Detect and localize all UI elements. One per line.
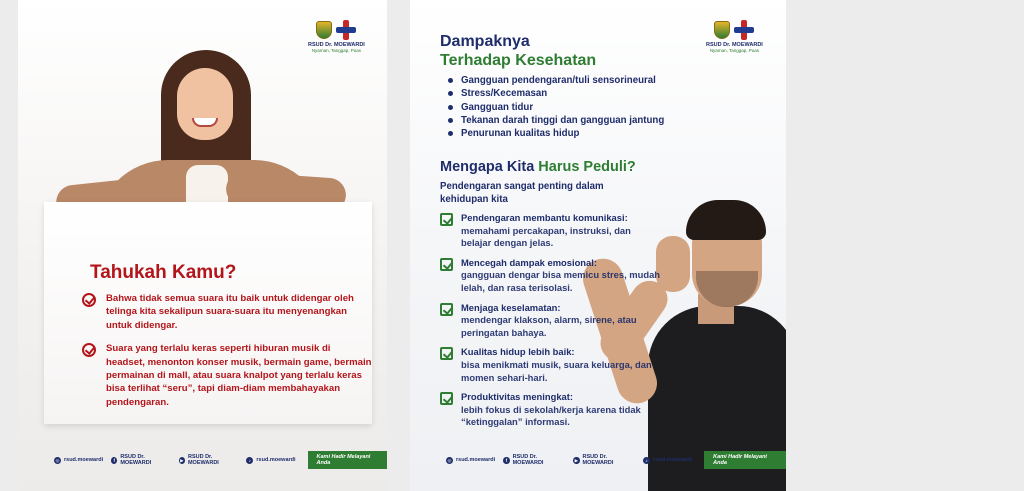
why-intro: Pendengaran sangat penting dalam kehidupan kita (440, 181, 604, 206)
instagram-handle[interactable]: ◎ rsud.moewardi (447, 457, 496, 463)
health-cross-icon (336, 20, 356, 40)
check-box-icon (440, 258, 453, 271)
check-box-icon (440, 347, 453, 360)
logo-tagline: Nyaman, Tanggap, Puas (311, 48, 362, 53)
list-item: Gangguan tidur (448, 101, 664, 114)
logo-name: RSUD Dr. MOEWARDI (308, 42, 365, 48)
check-box-icon (440, 213, 453, 226)
youtube-icon: ▶ (180, 457, 184, 463)
list-item (440, 302, 660, 340)
reason-title: Kualitas hidup lebih baik: (461, 346, 575, 358)
reasons-list (440, 212, 660, 436)
reason-title: Mencegah dampak emosional: (461, 256, 597, 268)
slogan-badge: Kami Hadir Melayani Anda (704, 451, 786, 469)
reason-desc: bisa menikmati musik, suara keluarga, dan momen sehari-hari. (461, 358, 652, 383)
reason-desc: memahami percakapan, instruksi, dan belajar dengan jelas. (461, 224, 631, 249)
poster1-footer (18, 451, 387, 469)
instagram-icon: ◎ (447, 457, 452, 463)
facebook-icon: f (503, 457, 509, 464)
facebook-handle[interactable]: f RSUD Dr. MOEWARDI (503, 454, 565, 466)
info-board (44, 202, 372, 424)
check-circle-icon (82, 343, 96, 357)
list-item (82, 342, 372, 409)
list-item: Penurunan kualitas hidup (448, 127, 664, 140)
check-box-icon (440, 392, 453, 405)
list-item (82, 292, 372, 332)
list-item-text: Suara yang terlalu keras seperti hiburan musik di headset, menonton konser musik, bermain game, bermain permainan di mall, atau suara knalpot yang terlalu keras bisa terlihat “seru”, tapi diam-diam membahayakan pendengaran. (106, 343, 372, 408)
list-item: Tekanan darah tinggi dan gangguan jantung (448, 114, 664, 127)
list-item (440, 346, 660, 384)
tiktok-handle[interactable]: ♪ rsud.moewardi (643, 457, 692, 464)
check-box-icon (440, 303, 453, 316)
health-cross-icon (734, 20, 754, 40)
reason-desc: lebih fokus di sekolah/kerja karena tidak “ketinggalan” informasi. (461, 403, 641, 428)
youtube-handle[interactable]: ▶ RSUD Dr. MOEWARDI (180, 454, 219, 466)
poster1-list (82, 292, 372, 419)
list-item (440, 391, 660, 429)
tiktok-handle[interactable]: ♪ rsud.moewardi (246, 457, 295, 464)
youtube-icon: ▶ (574, 457, 579, 463)
reason-desc: gangguan dengar bisa memicu stres, mudah lelah, dan rasa terisolasi. (461, 269, 661, 293)
list-item (440, 257, 660, 295)
list-item-text: Bahwa tidak semua suara itu baik untuk didengar oleh telinga kita sekalipun suara-suara itu menyenangkan untuk didengar. (106, 293, 354, 331)
facebook-icon: f (111, 457, 117, 464)
poster2-footer (410, 451, 786, 469)
youtube-handle[interactable]: ▶ RSUD Dr. MOEWARDI (574, 454, 614, 466)
impact-heading-line1: Dampaknya (440, 33, 530, 50)
list-item: Stress/Kecemasan (448, 87, 664, 100)
instagram-handle[interactable]: ◎ rsud.moewardi (55, 457, 104, 463)
reason-desc: mendengar klakson, alarm, sirene, atau peringatan bahaya. (461, 314, 637, 338)
tiktok-icon: ♪ (643, 457, 650, 464)
check-circle-icon (82, 293, 96, 307)
poster-tahukah-kamu (18, 0, 387, 491)
why-heading (440, 159, 636, 175)
facebook-handle[interactable]: f RSUD Dr. MOEWARDI (111, 454, 171, 466)
logo-tagline: Nyaman, Tanggap, Puas (709, 48, 760, 53)
poster-dampak-kesehatan (410, 0, 786, 491)
impact-list (448, 74, 664, 140)
list-item (440, 212, 660, 250)
instagram-icon: ◎ (55, 457, 60, 463)
hospital-logo (308, 20, 365, 53)
logo-name: RSUD Dr. MOEWARDI (706, 42, 763, 48)
list-item: Gangguan pendengaran/tuli sensorineural (448, 74, 664, 87)
why-heading-part1: Mengapa Kita (440, 159, 535, 175)
reason-title: Produktivitas meningkat: (461, 391, 574, 403)
why-heading-part2: Harus Peduli? (538, 159, 636, 175)
poster1-heading: Tahukah Kamu? (90, 262, 237, 283)
woman-pointing-image (56, 50, 336, 220)
province-emblem-icon (316, 21, 332, 39)
province-emblem-icon (714, 21, 730, 39)
tiktok-icon: ♪ (246, 457, 253, 464)
reason-title: Menjaga keselamatan: (461, 301, 561, 313)
reason-title: Pendengaran membantu komunikasi: (461, 212, 628, 223)
hospital-logo (706, 20, 763, 53)
slogan-badge: Kami Hadir Melayani Anda (308, 451, 387, 469)
impact-heading-line2: Terhadap Kesehatan (440, 52, 597, 69)
